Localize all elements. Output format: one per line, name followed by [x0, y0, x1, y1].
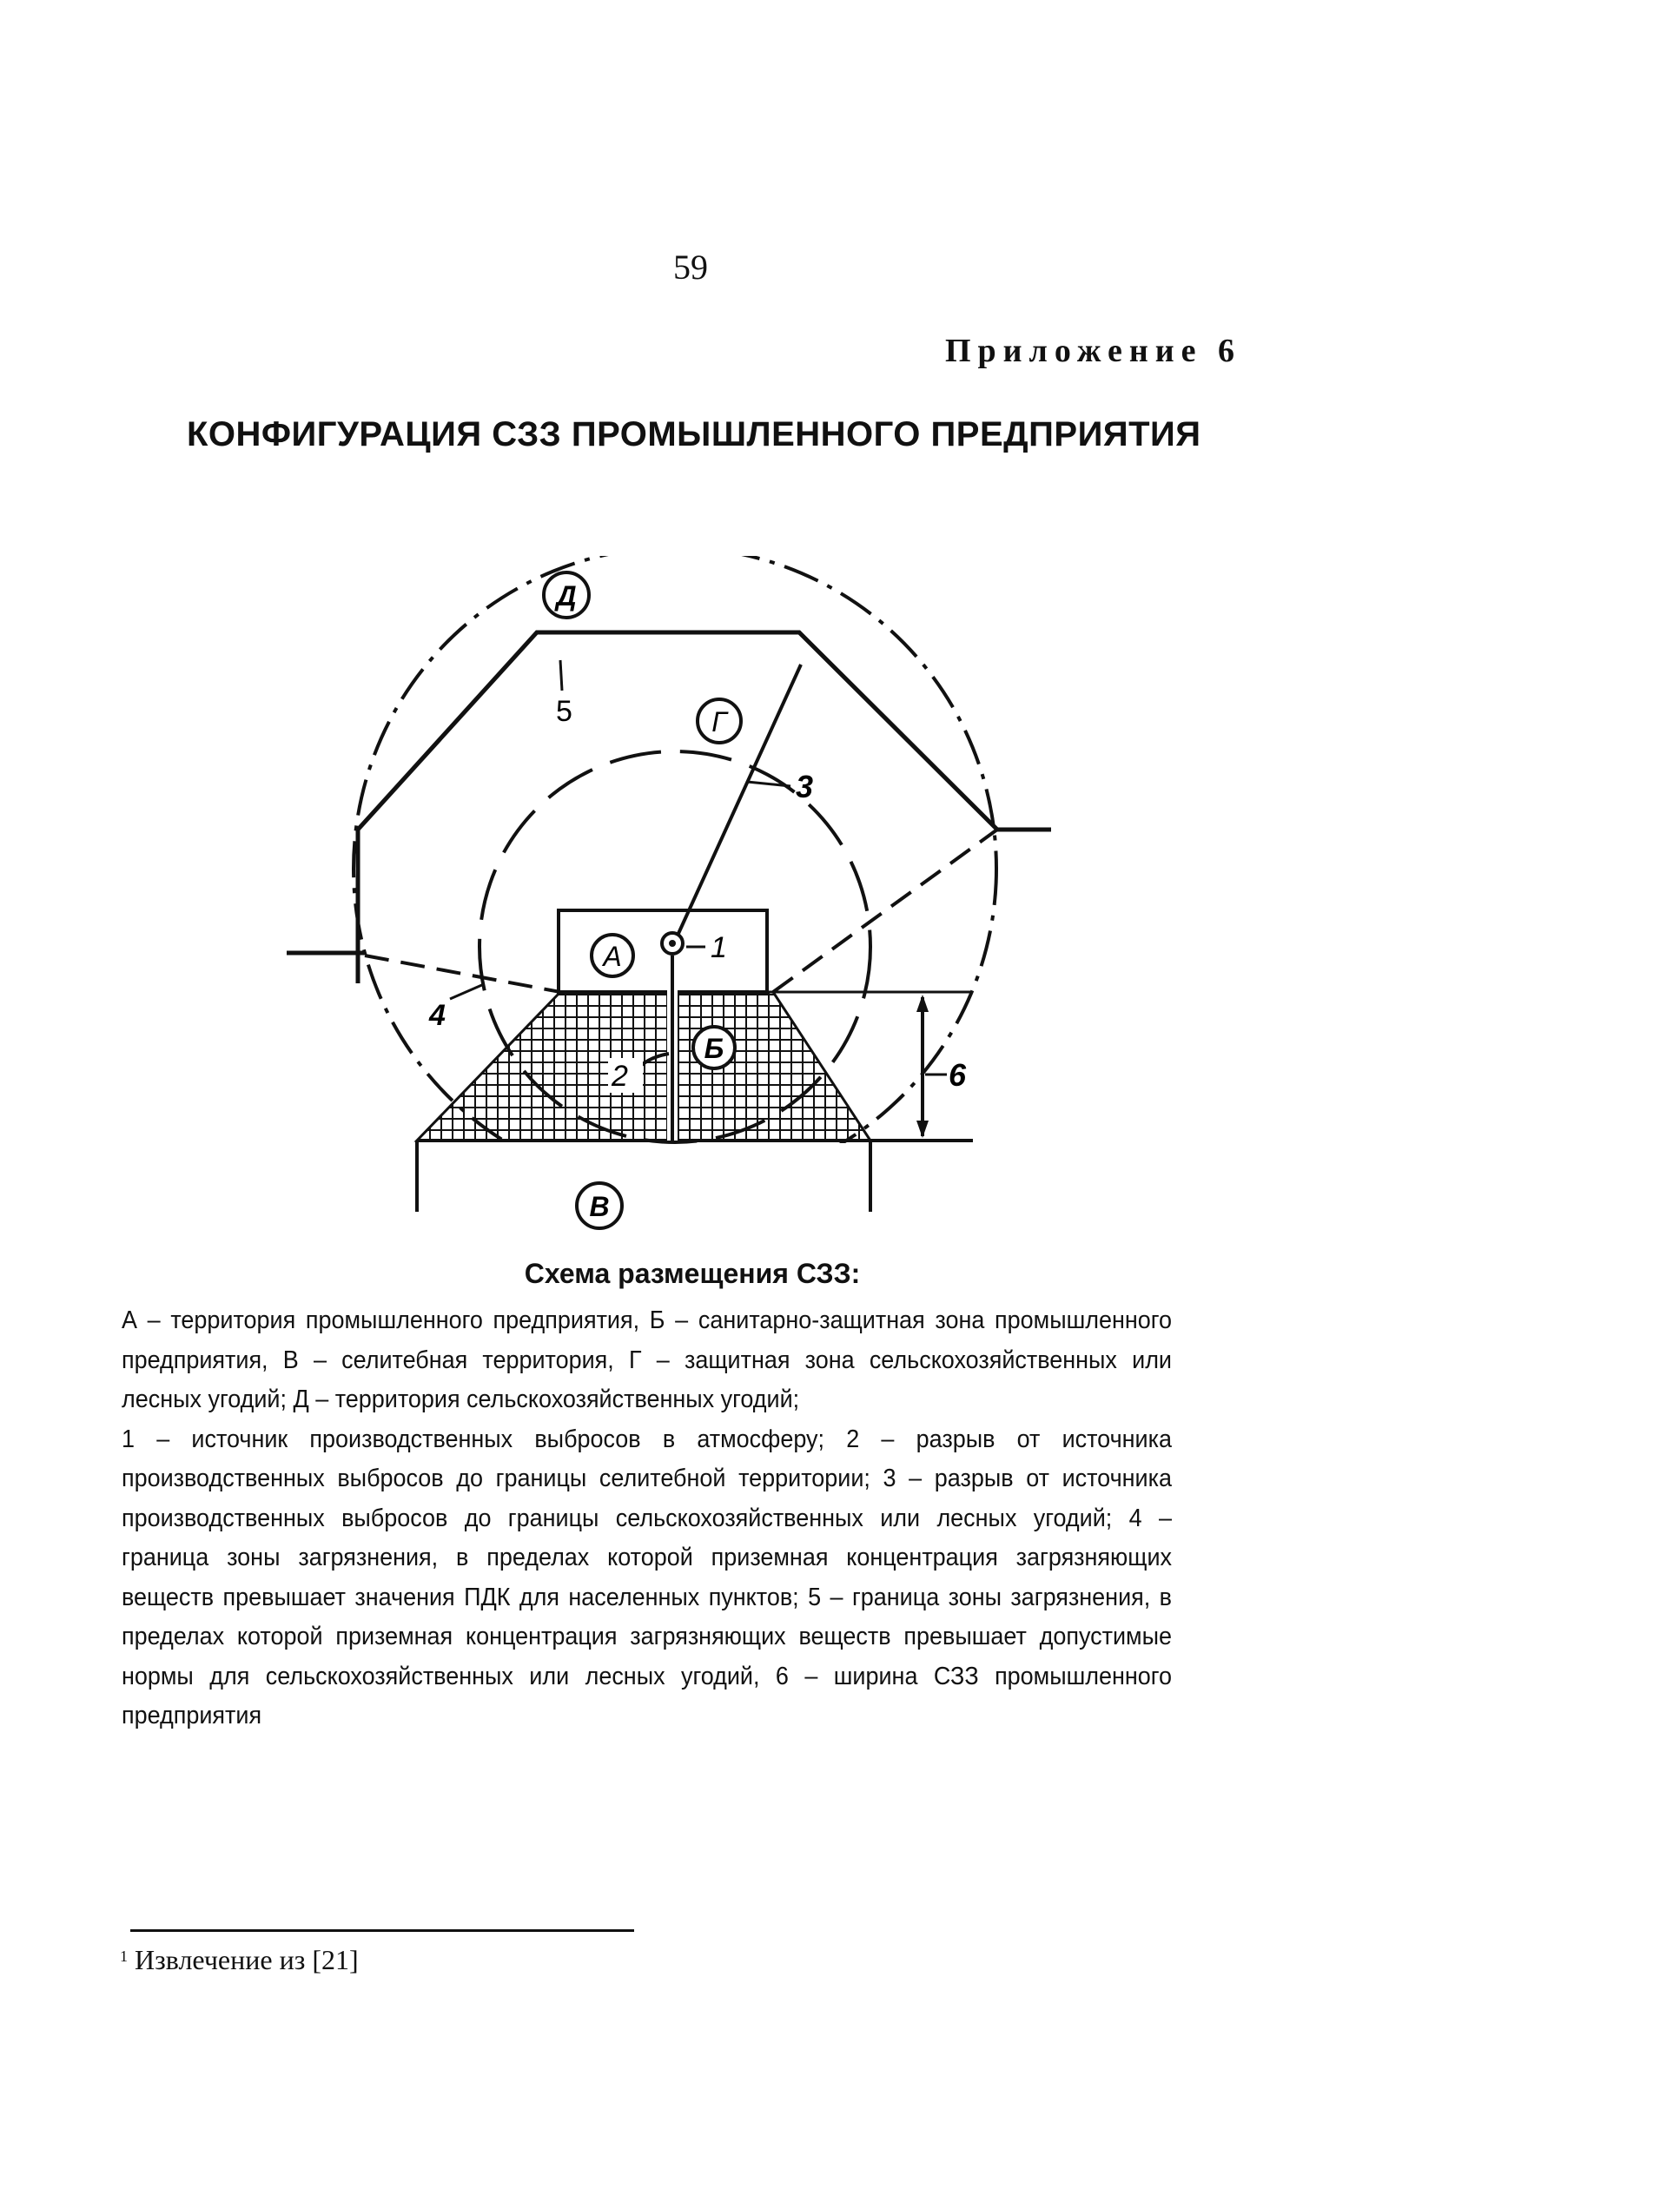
enterprise-territory-a [559, 910, 767, 992]
footnote-divider [130, 1929, 634, 1932]
zone-b-text: Б [704, 1033, 724, 1064]
figure-legend [122, 1301, 1172, 1736]
appendix-label: Приложение 6 [944, 333, 1241, 369]
callout-5: 5 [556, 695, 572, 728]
label-zone-b [693, 1027, 735, 1068]
page-number: 59 [673, 248, 708, 287]
callout-1: 1 [711, 931, 727, 964]
dashed-ray-left [365, 956, 560, 992]
dashed-ray-right [773, 830, 997, 992]
legend-zones-paragraph: А – территория промышленного предприятия, Б – санитарно-защитная зона промышленного предприятия, В – селитебная территория, Г – защитная зона сельскохозяйственных или лесных угодий; Д – территория сельскохозяйственных угодий; [122, 1306, 1172, 1413]
szz-scheme-diagram [261, 556, 1077, 1233]
legend-items-paragraph: 1 – источник производственных выбросов в атмосферу; 2 – разрыв от источника производственных выбросов до границы селитебной территории; 3 – разрыв от источника производственных выбросов до границы сельскохозяйственных или лесных угодий; 4 – граница зоны загрязнения, в пределах которой приземная концентрация загрязняющих веществ превышает значения ПДК для населенных пунктов; 5 – граница зоны загрязнения, в пределах которой приземная концентрация загрязняющих веществ превышает допустимые нормы для сельскохозяйственных или лесных угодий, 6 – ширина СЗЗ промышленного предприятия [122, 1425, 1172, 1729]
zone-v-text: В [589, 1191, 610, 1222]
label-zone-g [698, 699, 741, 743]
page-title: КОНФИГУРАЦИЯ СЗЗ ПРОМЫШЛЕННОГО ПРЕДПРИЯТИЯ [187, 415, 1201, 453]
callout-6: 6 [949, 1057, 967, 1093]
footnote [120, 1944, 359, 1976]
callout-2: 2 [612, 1060, 628, 1093]
zone-g-text: Г [711, 706, 727, 737]
footnote-text: Извлечение из [21] [135, 1944, 359, 1975]
footnote-marker: 1 [120, 1948, 128, 1965]
figure-caption-title: Схема размещения СЗЗ: [524, 1258, 861, 1289]
sanitary-zone-b-area [417, 992, 870, 1141]
callout-4: 4 [429, 999, 446, 1032]
label-zone-d [544, 572, 589, 618]
label-zone-v [577, 1183, 622, 1228]
zone-d-text: Д [556, 580, 577, 612]
callout-3: 3 [796, 769, 814, 804]
label-zone-a [592, 935, 633, 976]
zone-a-text: А [603, 941, 622, 972]
